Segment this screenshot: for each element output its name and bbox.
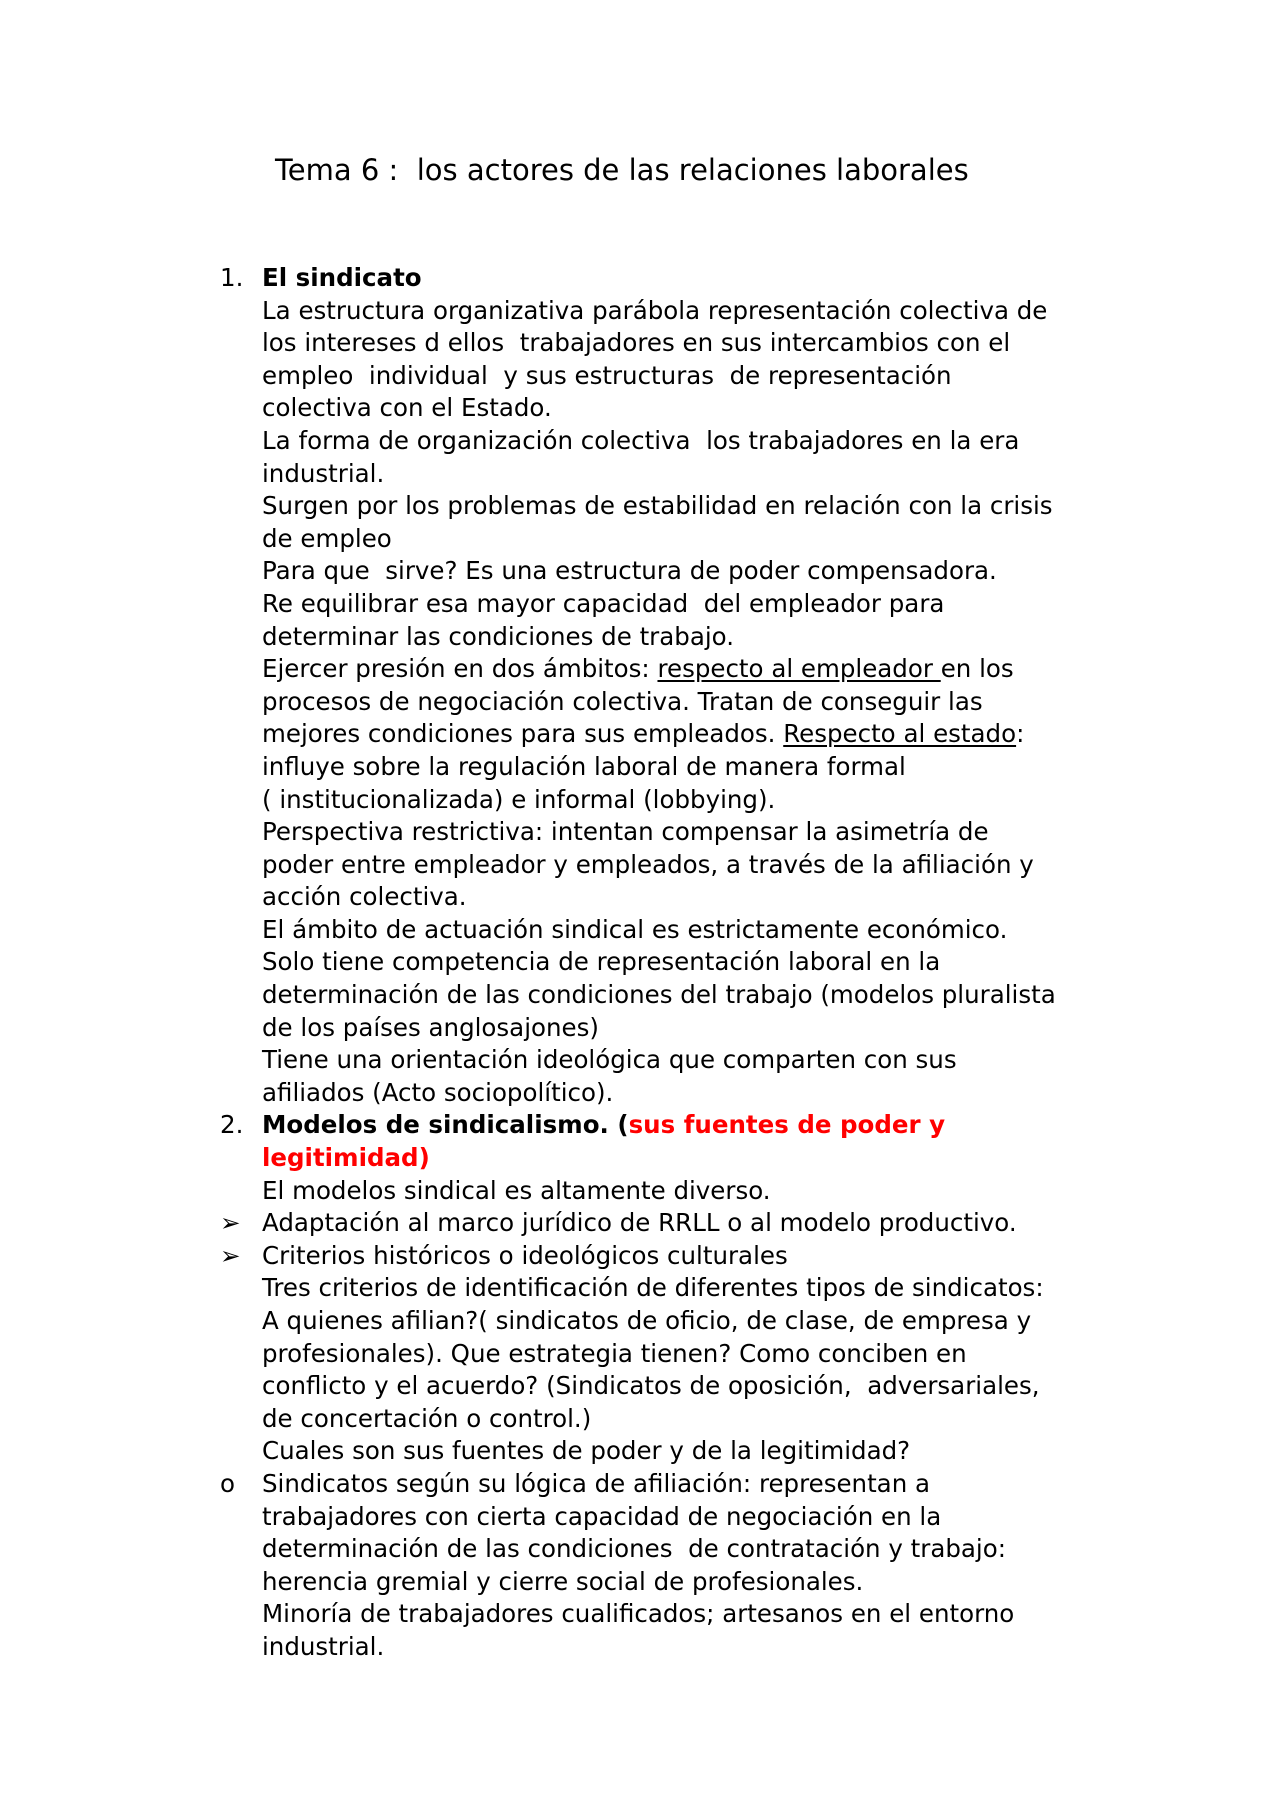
- sub-list-item: [220, 1468, 1122, 1501]
- section-1-heading: [220, 262, 1122, 295]
- text-line: determinación de las condiciones del trabajo (modelos pluralista: [262, 980, 1056, 1010]
- text-segment: Ejercer presión en dos ámbitos:: [262, 654, 658, 684]
- text-line: Re equilibrar esa mayor capacidad del empleador para: [262, 588, 945, 618]
- text-line: La estructura organizativa parábola representación colectiva de: [262, 295, 1048, 325]
- list-item-text: Sindicatos según su lógica de afiliación: representan a: [262, 1468, 931, 1498]
- text-line: industrial.: [262, 1631, 385, 1661]
- text-line: herencia gremial y cierre social de profesionales.: [262, 1566, 864, 1596]
- text-line: determinación de las condiciones de contratación y trabajo:: [262, 1534, 1006, 1564]
- text-line: Tres criterios de identificación de diferentes tipos de sindicatos:: [262, 1273, 1044, 1303]
- text-line: de los países anglosajones): [262, 1012, 599, 1042]
- text-line: poder entre empleador y empleados, a través de la afiliación y: [262, 849, 1034, 879]
- page-title: Tema 6 : los actores de las relaciones laborales: [275, 153, 969, 187]
- text-line: profesionales). Que estrategia tienen? Como conciben en: [262, 1338, 967, 1368]
- section-heading: Modelos de sindicalismo. (: [262, 1110, 629, 1140]
- arrow-bullet-icon: ➢: [220, 1240, 241, 1270]
- text-line: procesos de negociación colectiva. Tratan de conseguir las: [262, 686, 983, 716]
- text-line: empleo individual y sus estructuras de representación: [262, 360, 952, 390]
- section-heading: El sindicato: [262, 263, 422, 292]
- text-line: Para que sirve? Es una estructura de poder compensadora.: [262, 556, 997, 586]
- list-number: 1.: [220, 263, 244, 292]
- underlined-text: respecto al empleador: [657, 654, 941, 684]
- list-item-text: Criterios históricos o ideológicos culturales: [262, 1240, 788, 1270]
- text-segment: :: [1016, 719, 1025, 749]
- underlined-text: Respecto al estado: [783, 719, 1017, 749]
- text-line: los intereses d ellos trabajadores en sus intercambios con el: [262, 328, 1011, 358]
- text-line: ( institucionalizada) e informal (lobbying).: [262, 784, 776, 814]
- document-body: [220, 262, 1122, 1664]
- text-line: El modelos sindical es altamente diverso.: [262, 1175, 771, 1205]
- text-line: conflicto y el acuerdo? (Sindicatos de oposición, adversariales,: [262, 1371, 1040, 1401]
- text-line: de empleo: [262, 523, 392, 553]
- text-line: determinar las condiciones de trabajo.: [262, 621, 734, 651]
- text-line: Tiene una orientación ideológica que comparten con sus: [262, 1045, 957, 1075]
- text-line: colectiva con el Estado.: [262, 393, 552, 423]
- section-heading-highlight: legitimidad): [262, 1143, 430, 1173]
- list-number: 2.: [220, 1110, 244, 1140]
- list-item: [220, 1240, 1122, 1273]
- text-line: afiliados (Acto sociopolítico).: [262, 1077, 614, 1107]
- text-line: [262, 653, 1122, 686]
- text-line: de concertación o control.): [262, 1403, 592, 1433]
- text-line: Perspectiva restrictiva: intentan compensar la asimetría de: [262, 817, 989, 847]
- section-heading-highlight: sus fuentes de poder y: [628, 1110, 946, 1140]
- arrow-bullet-icon: ➢: [220, 1208, 241, 1238]
- section-heading-continuation: [262, 1142, 1122, 1175]
- text-line: Cuales son sus fuentes de poder y de la legitimidad?: [262, 1436, 911, 1466]
- text-line: [262, 718, 1122, 751]
- text-line: influye sobre la regulación laboral de manera formal: [262, 751, 906, 781]
- text-line: Solo tiene competencia de representación laboral en la: [262, 947, 941, 977]
- text-line: acción colectiva.: [262, 882, 467, 912]
- text-line: Minoría de trabajadores cualificados; artesanos en el entorno: [262, 1599, 1015, 1629]
- text-line: Surgen por los problemas de estabilidad en relación con la crisis: [262, 491, 1053, 521]
- text-line: El ámbito de actuación sindical es estrictamente económico.: [262, 914, 1008, 944]
- list-item: [220, 1207, 1122, 1240]
- text-line: industrial.: [262, 458, 385, 488]
- section-2-heading: [220, 1109, 1122, 1142]
- list-item-text: Adaptación al marco jurídico de RRLL o al modelo productivo.: [262, 1208, 1017, 1238]
- text-segment: mejores condiciones para sus empleados.: [262, 719, 784, 749]
- circle-bullet-icon: o: [220, 1468, 235, 1498]
- text-line: A quienes afilian?( sindicatos de oficio, de clase, de empresa y: [262, 1306, 1032, 1335]
- text-segment: en los: [940, 654, 1014, 684]
- text-line: trabajadores con cierta capacidad de negociación en la: [262, 1501, 942, 1531]
- text-line: La forma de organización colectiva los trabajadores en la era: [262, 425, 1020, 455]
